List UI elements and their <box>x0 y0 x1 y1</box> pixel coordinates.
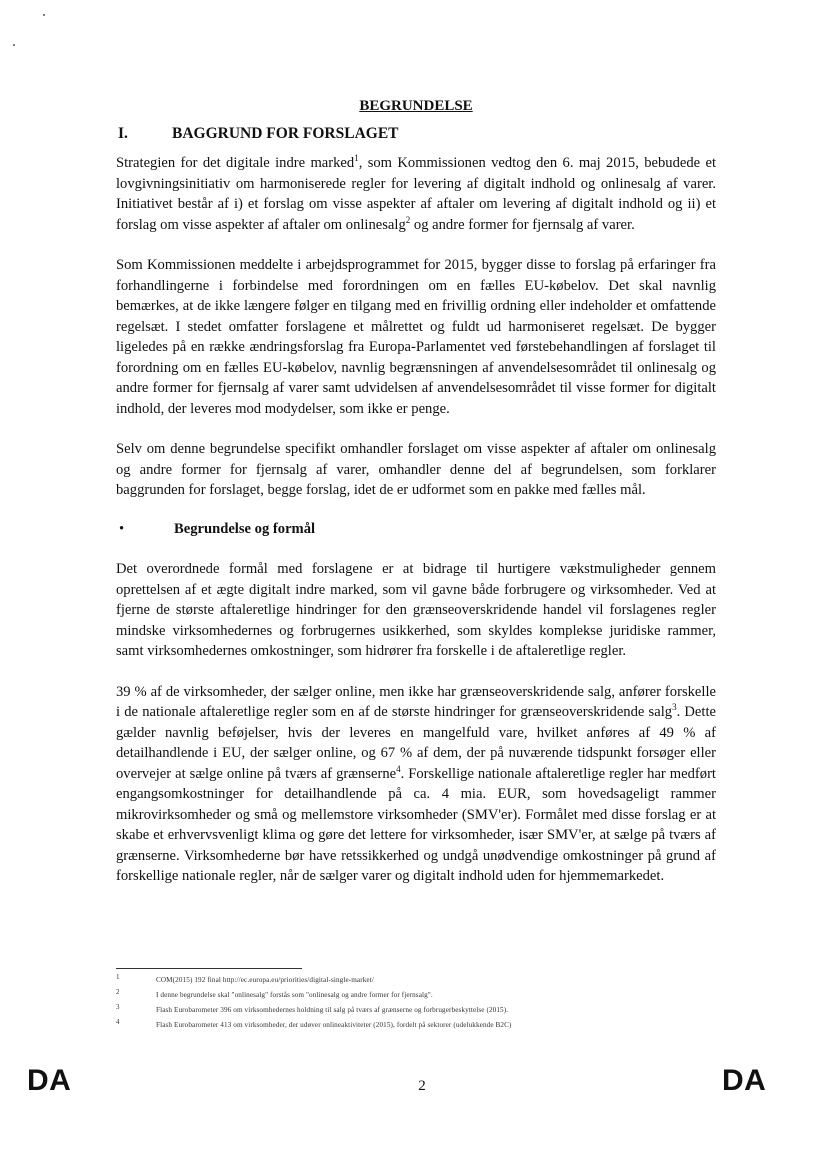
paragraph-1: Strategien for det digitale indre marked$^1$, som Kommissionen vedtog den 6. maj 2015, bebudede et lovgivningsinitiativ om harmoniserede regler for levering af digitalt indhold og onlinesalg af varer. Initiativet består af i) et forslag om visse aspekter af aftaler om levering af digitalt indhold og ii) et forslag om visse aspekter af aftaler om onlinesalg$^2$ og andre former for fjernsalg af varer. <box>116 153 716 233</box>
document-body <box>116 153 716 907</box>
section-number: I. <box>118 125 128 142</box>
paragraph-5: 39 % af de virksomheder, der sælger online, men ikke har grænseoverskridende salg, anfører forskelle i de nationale aftaleretlige regler som en af de største hindringer for grænseoverskridende salg$^3$. Dette gælder navnlig beføjelser, hvis der leveres en mangelfuld vare, hvilket anføres af 49 % af detailhandlende i EU, der sælger online, og 67 % af dem, der på nuværende tidspunkt forsøger eller overvejer at sælge online på tværs af grænserne$^4$. Forskellige nationale aftaleretlige regler har medført engangsomkostninger for detailhandlende på ca. 4 mia. EUR, som hovedsageligt rammer mikrovirksomheder og små og mellemstore virksomheder (SMV'er). Formålet med disse forslag er at skabe et erhvervsvenligt klima og gøre det lettere for virksomheder, især SMV'er, at sælge på tværs af grænserne. Virksomhederne bør have retssikkerhed og undgå unødvendige omkostninger på grund af forskellige nationale regler, når de sælger varer og digitalt indhold uden for hjemmemarkedet. <box>116 683 716 884</box>
language-code-right: DA <box>722 1064 767 1097</box>
footnote-ref[interactable]: 4 <box>396 763 401 774</box>
footnote-divider <box>116 968 302 969</box>
subheading-text: Begrundelse og formål <box>174 520 316 537</box>
scan-speck <box>43 14 45 16</box>
subheading <box>116 519 716 540</box>
paragraph-2: Som Kommissionen meddelte i arbejdsprogrammet for 2015, bygger disse to forslag på erfaringer fra forhandlingerne i forbindelse med forordningen om en fælles EU-købelov. Det skal navnlig bemærkes, at de ikke længere følger en tilgang med en frivillig ordning eller indeholder et omfattende regelsæt. I stedet omfatter forslagene et målrettet og fuldt ud harmoniseret regelsæt. De bygger ligeledes på en række ændringsforslag fra Europa-Parlamentet ved førstebehandlingen af forslaget til forordning om en fælles EU-købelov, navnlig begrænsningen af anvendelsesområdet til onlinesalg og andre former for fjernsalg af varer samt udvidelsen af anvendelsesområdet til visse former for digitalt indhold, der leveres mod modydelser, som ikke er penge. <box>116 257 716 417</box>
page-number: 2 <box>418 1078 426 1094</box>
footnote: 1 COM(2015) 192 final http://ec.europa.eu/priorities/digital-single-market/ <box>116 973 374 984</box>
scan-speck <box>13 44 15 46</box>
section-title: BAGGRUND FOR FORSLAGET <box>172 125 399 142</box>
footnote-ref[interactable]: 2 <box>405 214 411 225</box>
language-code-left: DA <box>27 1064 72 1097</box>
footnote: 4 Flash Eurobarometer 413 om virksomheder, der udøver onlineaktiviteter (2015), fordelt på sektorer (udelukkende B2C) <box>116 1018 512 1029</box>
footnotes <box>116 975 716 1035</box>
paragraph-3: Selv om denne begrundelse specifikt omhandler forslaget om visse aspekter af aftaler om onlinesalg og andre former for fjernsalg af varer, omhandler denne del af begrundelsen, som forklarer baggrunden for forslaget, begge forslag, idet de er udformet som en pakke med fælles mål. <box>116 441 716 498</box>
footnote-ref[interactable]: 1 <box>354 153 359 164</box>
footnote: 2 I denne begrundelse skal "onlinesalg" forstås som "onlinesalg og andre former for fjernsalg". <box>116 988 433 999</box>
page-title: BEGRUNDELSE <box>359 98 473 114</box>
footnote-ref[interactable]: 3 <box>672 702 677 713</box>
footnote: 3 Flash Eurobarometer 396 om virksomhedernes holdning til salg på tværs af grænserne og forbrugerbeskyttelse (2015). <box>116 1003 509 1014</box>
paragraph-4: Det overordnede formål med forslagene er at bidrage til hurtigere vækstmuligheder gennem oprettelsen af et ægte digitalt indre marked, som vil gavne både forbrugere og virksomheder. Ved at fjerne de største aftaleretlige hindringer for den grænseoverskridende handel vil forslagenes regler mindske virksomhedernes og forbrugernes usikkerhed, som skyldes komplekse juridiske rammer, samt virksomhedernes omkostninger, som hidrører fra forskelle i de aftaleretlige regler. <box>116 561 716 659</box>
section-heading <box>118 125 399 143</box>
bullet-icon: • <box>119 520 125 537</box>
